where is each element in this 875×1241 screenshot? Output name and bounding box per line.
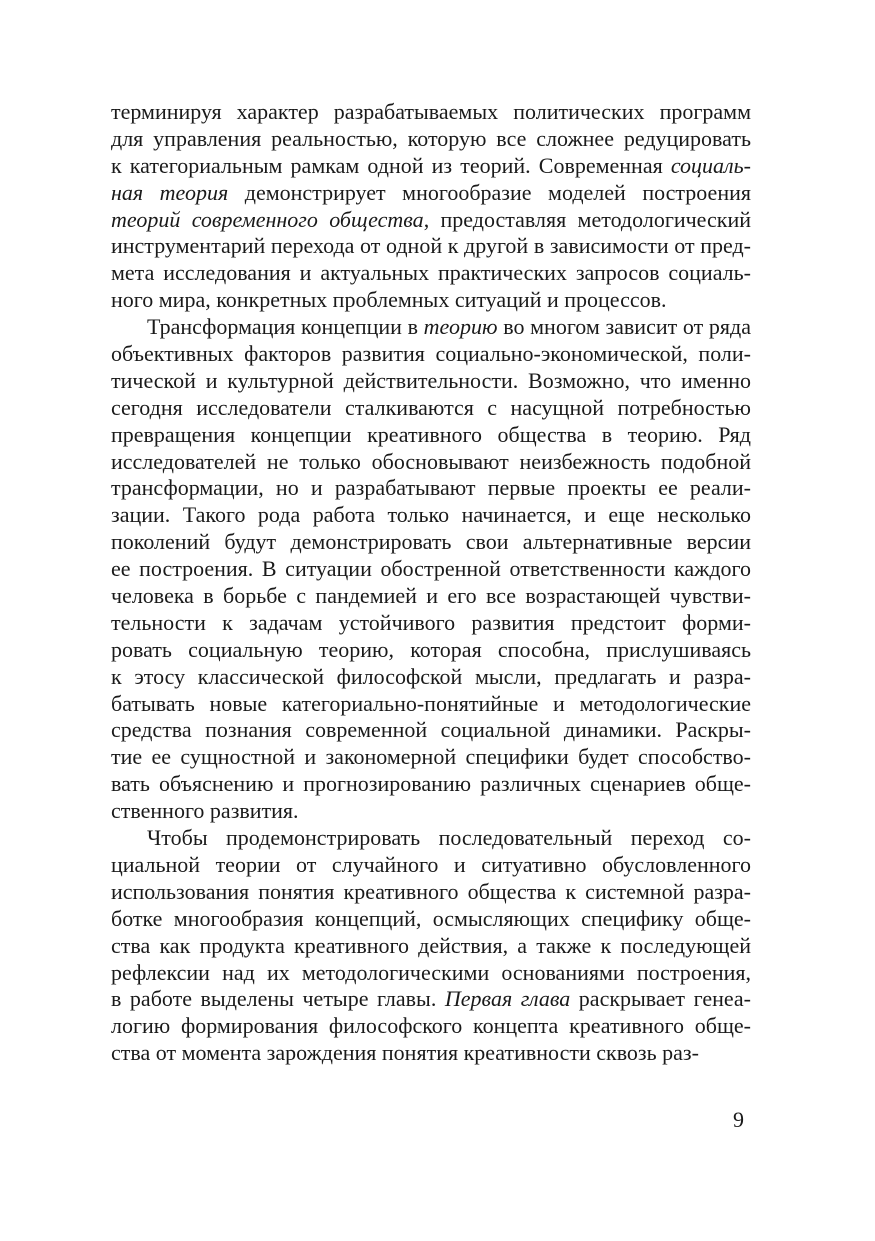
text-line <box>111 583 751 610</box>
text-line <box>111 771 751 798</box>
text-run: ботке многообразия концепций, осмысляющих специфику обще- <box>111 905 751 931</box>
text-run: вать объяснению и прогнозированию различных сценариев обще- <box>111 771 751 797</box>
text-run: ственного развития. <box>111 798 299 824</box>
text-line <box>111 529 751 556</box>
text-run: трансформации, но и разрабатывают первые проекты ее реали- <box>111 475 751 501</box>
text-line <box>111 1040 751 1067</box>
text-line <box>111 449 751 476</box>
paragraph <box>111 825 751 1067</box>
text-run: человека в борьбе с пандемией и его все возрастающей чувстви- <box>111 583 751 609</box>
text-run: превращения концепции креативного общества в теорию. Ряд <box>111 421 751 447</box>
text-line <box>111 207 751 234</box>
text-run: тической и культурной действительности. Возможно, что именно <box>111 367 751 393</box>
page-number: 9 <box>733 1107 744 1132</box>
text-line <box>111 637 751 664</box>
text-line <box>111 395 751 422</box>
italic-run: ная теория <box>111 179 229 205</box>
text-run: сегодня исследователи сталкиваются с насущной потребностью <box>111 394 751 420</box>
text-line <box>111 906 751 933</box>
text-run: мета исследования и актуальных практических запросов социаль- <box>111 260 751 286</box>
text-run: батывать новые категориально-понятийные и методологические <box>111 690 751 716</box>
text-line <box>111 287 751 314</box>
text-run: во многом зависит от ряда <box>497 314 751 340</box>
text-line <box>111 610 751 637</box>
text-line <box>111 422 751 449</box>
italic-run: теорию <box>423 314 498 340</box>
text-line <box>111 933 751 960</box>
text-line <box>111 180 751 207</box>
text-run: раскрывает генеа- <box>570 986 751 1012</box>
text-run: объективных факторов развития социально-экономической, поли- <box>111 341 751 367</box>
text-line <box>111 99 751 126</box>
text-run: тие ее сущностной и закономерной специфики будет способство- <box>111 744 751 770</box>
text-line <box>111 233 751 260</box>
text-run: для управления реальностью, которую все сложнее редуцировать <box>111 125 751 151</box>
text-run: Чтобы продемонстрировать последовательный переход со- <box>147 825 751 851</box>
text-line <box>111 314 751 341</box>
text-run: исследователей не только обосновывают неизбежность подобной <box>111 448 751 474</box>
text-run: рефлексии над их методологическими основаниями построения, <box>111 959 751 985</box>
text-run: терминируя характер разрабатываемых политических программ <box>111 99 751 124</box>
text-run: ровать социальную теорию, которая способна, прислушиваясь <box>111 636 751 662</box>
text-run: зации. Такого рода работа только начинается, и еще несколько <box>111 502 751 528</box>
text-line <box>111 717 751 744</box>
text-line <box>111 556 751 583</box>
text-line <box>111 341 751 368</box>
text-run: поколений будут демонстрировать свои альтернативные версии <box>111 529 751 555</box>
text-line <box>111 1013 751 1040</box>
text-line <box>111 986 751 1013</box>
text-run: ного мира, конкретных проблемных ситуаций и процессов. <box>111 287 667 313</box>
italic-run: Первая глава <box>444 986 571 1012</box>
paragraph <box>111 314 751 825</box>
text-run: к этосу классической философской мысли, предлагать и разра- <box>111 663 751 689</box>
text-run: инструментарий перехода от одной к другой в зависимости от пред- <box>111 233 751 259</box>
text-run: Трансформация концепции в <box>147 314 424 340</box>
text-run: к категориальным рамкам одной из теорий. Современная <box>111 152 671 178</box>
page-body <box>111 99 751 1067</box>
text-line <box>111 153 751 180</box>
text-run: демонстрирует многообразие моделей построения <box>228 179 751 205</box>
text-run: средства познания современной социальной динамики. Раскры- <box>111 717 751 743</box>
italic-run: теорий современного общества <box>111 206 424 232</box>
text-line <box>111 825 751 852</box>
text-run: тельности к задачам устойчивого развития предстоит форми- <box>111 609 751 635</box>
text-run: циальной теории от случайного и ситуативно обусловленного <box>111 851 751 877</box>
text-line <box>111 502 751 529</box>
text-line <box>111 960 751 987</box>
text-line <box>111 126 751 153</box>
text-run: ее построения. В ситуации обостренной ответственности каждого <box>111 556 751 582</box>
text-run: в работе выделены четыре главы. <box>111 986 445 1012</box>
text-line <box>111 852 751 879</box>
text-run: , предоставляя методологический <box>423 206 751 232</box>
italic-run: социаль- <box>670 152 751 178</box>
text-line <box>111 664 751 691</box>
text-run: ства как продукта креативного действия, а также к последующей <box>111 932 751 958</box>
text-line <box>111 475 751 502</box>
text-line <box>111 691 751 718</box>
text-line <box>111 879 751 906</box>
text-line <box>111 368 751 395</box>
paragraph <box>111 99 751 314</box>
text-line <box>111 798 751 825</box>
text-line <box>111 260 751 287</box>
text-run: логию формирования философского концепта креативного обще- <box>111 1013 751 1039</box>
text-line <box>111 744 751 771</box>
text-run: ства от момента зарождения понятия креативности сквозь раз- <box>111 1040 699 1066</box>
text-run: использования понятия креативного общества к системной разра- <box>111 878 751 904</box>
